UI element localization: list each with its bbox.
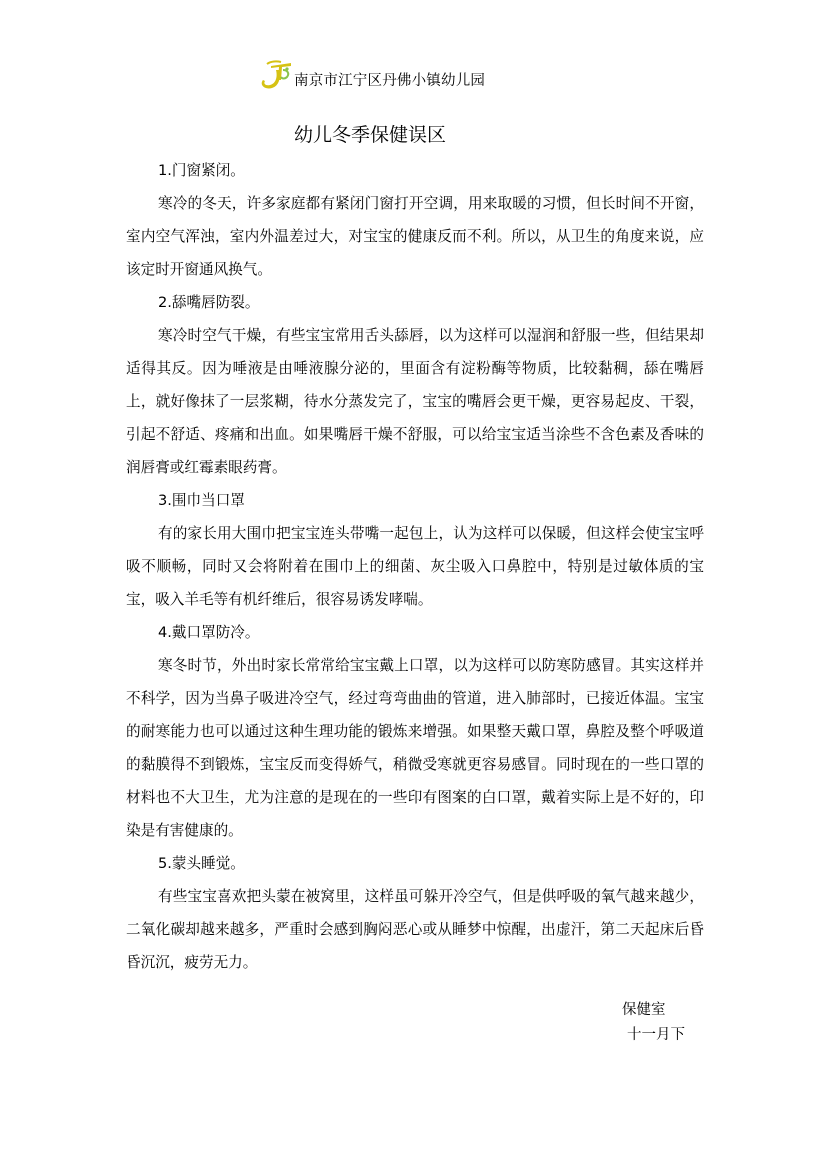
- school-name: 南京市江宁区丹佛小镇幼儿园: [294, 73, 486, 89]
- kindergarten-logo-icon: [257, 58, 293, 92]
- section-heading: 3.围巾当口罩: [158, 492, 245, 509]
- section-paragraph: 有些宝宝喜欢把头蒙在被窝里，这样虽可躲开冷空气，但是供呼吸的氧气越来越少，二氧化碳却越来越多，严重时会感到胸闷恶心或从睡梦中惊醒，出虚汗，第二天起床后昏昏沉沉，疲劳无力。: [126, 888, 704, 971]
- section-paragraph: 寒冷时空气干燥，有些宝宝常用舌头舔唇，以为这样可以湿润和舒服一些，但结果却适得其反。因为唾液是由唾液腺分泌的，里面含有淀粉酶等物质，比较黏稠，舔在嘴唇上，就好像抹了一层浆糊，待水分蒸发完了，宝宝的嘴唇会更干燥，更容易起皮、干裂，引起不舒适、疼痛和出血。如果嘴唇干燥不舒服，可以给宝宝适当涂些不含色素及香味的润唇膏或红霉素眼药膏。: [126, 327, 704, 476]
- article-body: [126, 154, 704, 979]
- signature-block: [622, 998, 685, 1048]
- section-heading: 2.舔嘴唇防裂。: [158, 294, 260, 311]
- page-header: [257, 58, 485, 92]
- section-paragraph: 有的家长用大围巾把宝宝连头带嘴一起包上，认为这样可以保暖，但这样会使宝宝呼吸不顺畅，同时又会将附着在围巾上的细菌、灰尘吸入口鼻腔中，特别是过敏体质的宝宝，吸入羊毛等有机纤维后，很容易诱发哮喘。: [126, 525, 704, 608]
- section-heading: 1.门窗紧闭。: [158, 162, 245, 179]
- page-title-text: 幼儿冬季保健误区: [293, 124, 446, 146]
- section-heading: 4.戴口罩防冷。: [158, 624, 260, 641]
- signature-department: 保健室: [622, 1002, 666, 1018]
- signature-date: 十一月下: [627, 1027, 685, 1043]
- section-paragraph: 寒冬时节，外出时家长常常给宝宝戴上口罩，以为这样可以防寒防感冒。其实这样并不科学，因为当鼻子吸进冷空气，经过弯弯曲曲的管道，进入肺部时，已接近体温。宝宝的耐寒能力也可以通过这种生理功能的锻炼来增强。如果整天戴口罩，鼻腔及整个呼吸道的黏膜得不到锻炼，宝宝反而变得娇气，稍微受寒就更容易感冒。同时现在的一些口罩的材料也不大卫生，尤为注意的是现在的一些印有图案的白口罩，戴着实际上是不好的，印染是有害健康的。: [126, 657, 704, 839]
- page-title: [0, 120, 740, 147]
- section-heading: 5.蒙头睡觉。: [158, 855, 245, 872]
- section-paragraph: 寒冷的冬天，许多家庭都有紧闭门窗打开空调，用来取暖的习惯，但长时间不开窗，室内空气浑浊，室内外温差过大，对宝宝的健康反而不利。所以，从卫生的角度来说，应该定时开窗通风换气。: [126, 195, 704, 278]
